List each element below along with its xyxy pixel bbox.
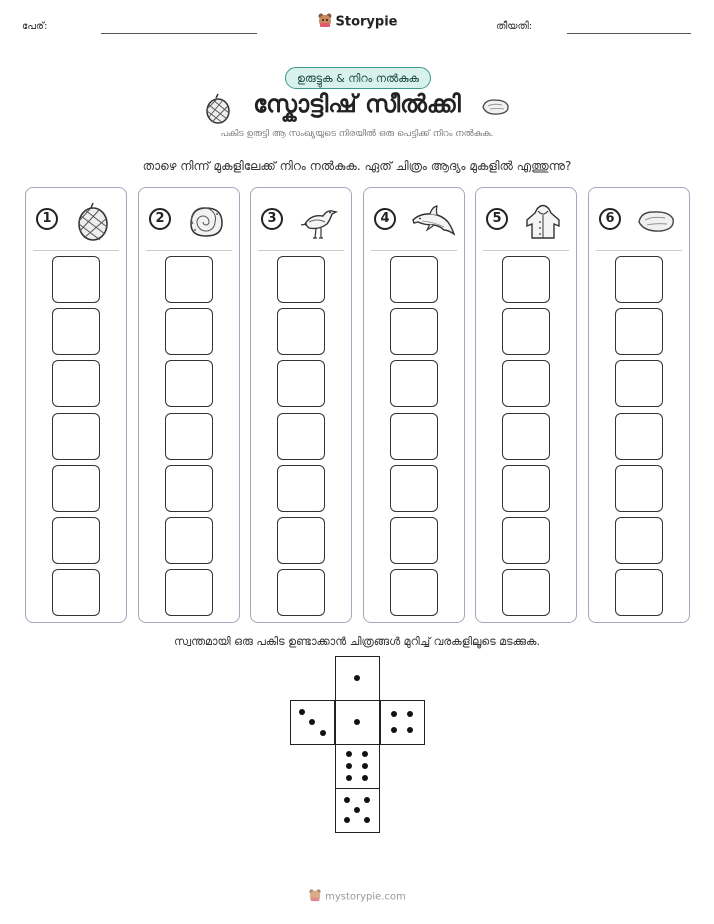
dolphin-icon	[410, 200, 452, 242]
date-label: തീയതി:	[496, 21, 533, 32]
column-4	[363, 187, 465, 623]
column-number: 1	[36, 208, 58, 230]
color-box[interactable]	[277, 308, 325, 355]
die-pip	[391, 711, 397, 717]
column-divider	[258, 250, 344, 251]
die-pip	[354, 719, 360, 725]
column-divider	[371, 250, 457, 251]
shell-stone-icon	[185, 200, 227, 242]
die-pip	[346, 775, 352, 781]
color-box[interactable]	[277, 465, 325, 512]
color-box[interactable]	[277, 413, 325, 460]
color-box[interactable]	[390, 465, 438, 512]
column-divider	[596, 250, 682, 251]
title-rock-icon	[480, 97, 510, 121]
name-label: പേര്:	[22, 21, 48, 32]
color-box[interactable]	[165, 256, 213, 303]
rock-icon	[635, 200, 677, 242]
column-5	[475, 187, 577, 623]
column-number: 5	[486, 208, 508, 230]
die-pip	[362, 763, 368, 769]
color-box[interactable]	[615, 360, 663, 407]
question: താഴെ നിന്ന് മുകളിലേക്ക് നിറം നൽകുക. ഏത് ചിത്രം ആദ്യം മുകളിൽ എത്തുന്നു?	[142, 159, 572, 173]
color-box[interactable]	[615, 256, 663, 303]
color-box[interactable]	[390, 413, 438, 460]
net-bag-icon	[72, 200, 114, 242]
color-box[interactable]	[277, 360, 325, 407]
die-pip	[354, 675, 360, 681]
column-3	[250, 187, 352, 623]
die-face	[290, 700, 335, 745]
color-box[interactable]	[390, 308, 438, 355]
color-box[interactable]	[277, 256, 325, 303]
activity-badge: ഉരുട്ടുക & നിറം നൽകുക	[285, 67, 431, 89]
color-box[interactable]	[390, 569, 438, 616]
column-divider	[146, 250, 232, 251]
die-pip	[346, 751, 352, 757]
page-title: സ്കോട്ടിഷ് സീൽക്കി	[253, 90, 461, 118]
footer-url[interactable]: mystorypie.com	[325, 891, 406, 903]
die-pip	[362, 775, 368, 781]
die-pip	[391, 727, 397, 733]
column-2	[138, 187, 240, 623]
color-box[interactable]	[165, 465, 213, 512]
color-box[interactable]	[52, 569, 100, 616]
die-pip	[309, 719, 315, 725]
color-box[interactable]	[615, 569, 663, 616]
brand-name: Storypie	[335, 14, 398, 30]
seagull-icon	[297, 200, 339, 242]
die-pip	[299, 709, 305, 715]
color-box[interactable]	[52, 308, 100, 355]
column-6	[588, 187, 690, 623]
color-box[interactable]	[52, 465, 100, 512]
color-box[interactable]	[502, 569, 550, 616]
color-box[interactable]	[165, 413, 213, 460]
color-box[interactable]	[277, 569, 325, 616]
die-face	[380, 700, 425, 745]
column-number: 2	[149, 208, 171, 230]
footer-logo-icon	[308, 888, 322, 905]
instructions: പകിട ഉരുട്ടി ആ സംഖ്യയുടെ നിരയിൽ ഒരു പെട്ടിക്ക് നിറം നൽകുക.	[220, 129, 494, 139]
color-box[interactable]	[502, 465, 550, 512]
die-pip	[354, 807, 360, 813]
color-box[interactable]	[502, 413, 550, 460]
color-box[interactable]	[502, 517, 550, 564]
color-box[interactable]	[390, 360, 438, 407]
die-pip	[344, 797, 350, 803]
color-box[interactable]	[165, 308, 213, 355]
column-number: 4	[374, 208, 396, 230]
color-box[interactable]	[615, 517, 663, 564]
color-box[interactable]	[502, 360, 550, 407]
color-box[interactable]	[615, 308, 663, 355]
die-pip	[407, 727, 413, 733]
color-box[interactable]	[390, 256, 438, 303]
column-divider	[33, 250, 119, 251]
die-face	[335, 788, 380, 833]
color-box[interactable]	[165, 517, 213, 564]
storypie-logo-icon	[317, 12, 333, 32]
die-pip	[362, 751, 368, 757]
color-box[interactable]	[502, 308, 550, 355]
die-pip	[364, 797, 370, 803]
die-face	[335, 656, 380, 701]
die-pip	[346, 763, 352, 769]
brand	[0, 12, 714, 32]
raincoat-icon	[522, 200, 564, 242]
die-pip	[364, 817, 370, 823]
color-box[interactable]	[52, 517, 100, 564]
color-box[interactable]	[52, 256, 100, 303]
column-number: 3	[261, 208, 283, 230]
color-box[interactable]	[502, 256, 550, 303]
color-box[interactable]	[165, 569, 213, 616]
column-divider	[483, 250, 569, 251]
footer	[0, 888, 714, 905]
color-box[interactable]	[615, 465, 663, 512]
die-pip	[344, 817, 350, 823]
color-box[interactable]	[277, 517, 325, 564]
column-number: 6	[599, 208, 621, 230]
name-line[interactable]	[101, 33, 257, 34]
color-box[interactable]	[52, 360, 100, 407]
cutout-note: സ്വന്തമായി ഒരു പകിട ഉണ്ടാക്കാൻ ചിത്രങ്ങൾ മുറിച്ച് വരകളിലൂടെ മടക്കുക.	[174, 635, 540, 648]
color-box[interactable]	[615, 413, 663, 460]
die-face	[335, 700, 380, 745]
die-face	[335, 744, 380, 789]
die-pip	[407, 711, 413, 717]
color-box[interactable]	[52, 413, 100, 460]
color-box[interactable]	[390, 517, 438, 564]
date-line[interactable]	[567, 33, 691, 34]
color-box[interactable]	[165, 360, 213, 407]
die-pip	[320, 730, 326, 736]
column-1	[25, 187, 127, 623]
